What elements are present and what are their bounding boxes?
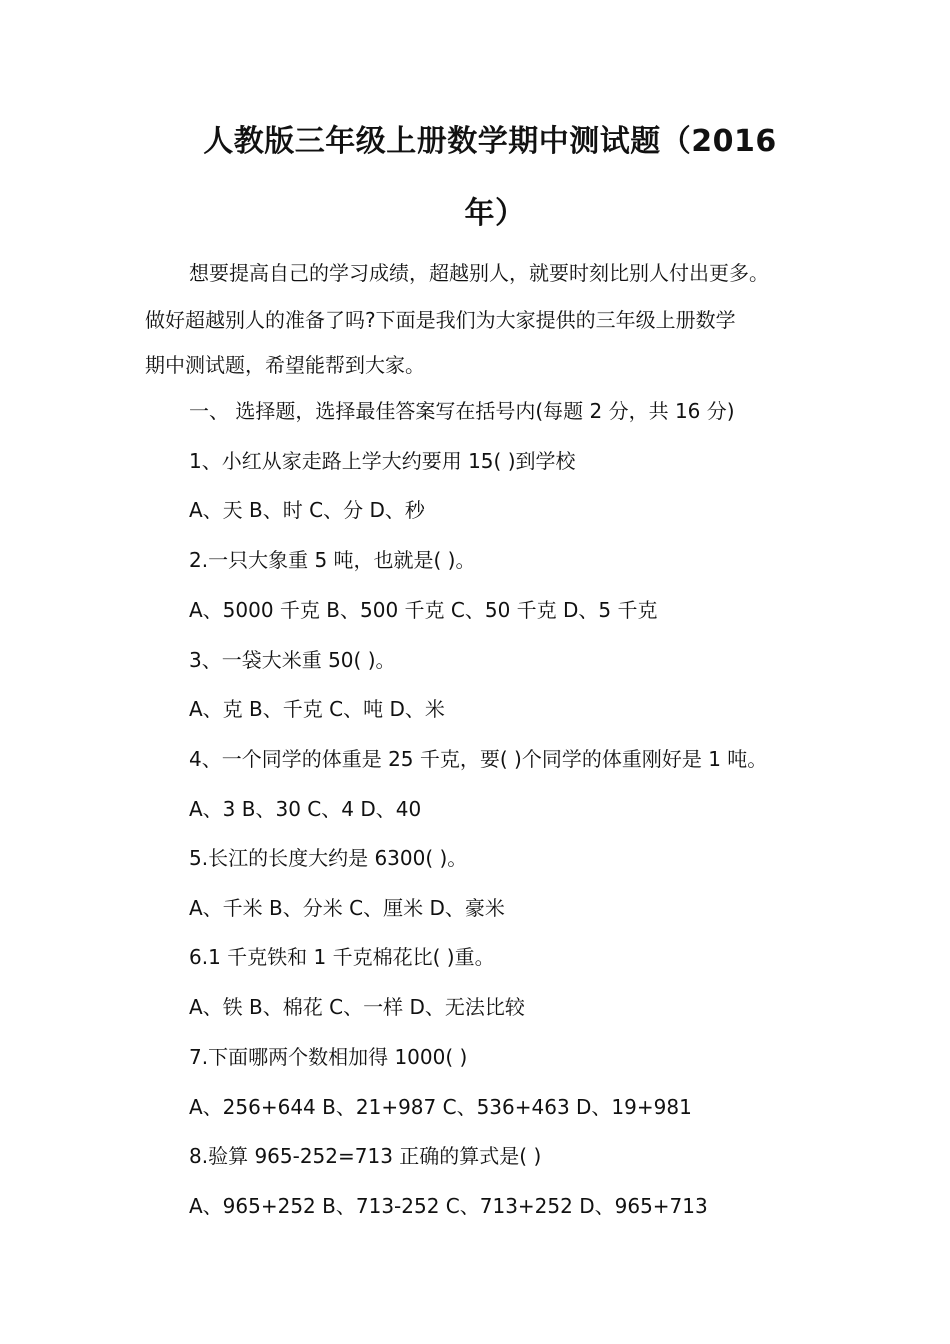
intro-line-1: 想要提高自己的学习成绩，超越别人，就要时刻比别人付出更多。 — [189, 261, 769, 285]
options-2: A、5000 千克 B、500 千克 C、50 千克 D、5 千克 — [189, 598, 658, 622]
document-title-line-2: 年） — [464, 196, 526, 231]
question-8: 8.验算 965-252=713 正确的算式是( ) — [189, 1144, 542, 1168]
section-heading: 一、 选择题，选择最佳答案写在括号内(每题 2 分，共 16 分) — [189, 399, 735, 423]
intro-line-2: 做好超越别人的准备了吗?下面是我们为大家提供的三年级上册数学 — [145, 308, 736, 332]
question-5: 5.长江的长度大约是 6300( )。 — [189, 846, 468, 870]
options-6: A、铁 B、棉花 C、一样 D、无法比较 — [189, 995, 525, 1019]
question-3: 3、一袋大米重 50( )。 — [189, 648, 396, 672]
options-3: A、克 B、千克 C、吨 D、米 — [189, 697, 445, 721]
options-1: A、天 B、时 C、分 D、秒 — [189, 498, 425, 522]
options-7: A、256+644 B、21+987 C、536+463 D、19+981 — [189, 1095, 692, 1119]
question-7: 7.下面哪两个数相加得 1000( ) — [189, 1045, 468, 1069]
options-5: A、千米 B、分米 C、厘米 D、豪米 — [189, 896, 505, 920]
document-title-line-1: 人教版三年级上册数学期中测试题（2016 — [203, 124, 777, 159]
intro-line-3: 期中测试题，希望能帮到大家。 — [145, 353, 425, 377]
options-4: A、3 B、30 C、4 D、40 — [189, 797, 422, 821]
question-1: 1、小红从家走路上学大约要用 15( )到学校 — [189, 449, 576, 473]
options-8: A、965+252 B、713-252 C、713+252 D、965+713 — [189, 1194, 708, 1218]
question-4: 4、一个同学的体重是 25 千克，要( )个同学的体重刚好是 1 吨。 — [189, 747, 768, 771]
question-2: 2.一只大象重 5 吨，也就是( )。 — [189, 548, 476, 572]
question-6: 6.1 千克铁和 1 千克棉花比( )重。 — [189, 945, 495, 969]
